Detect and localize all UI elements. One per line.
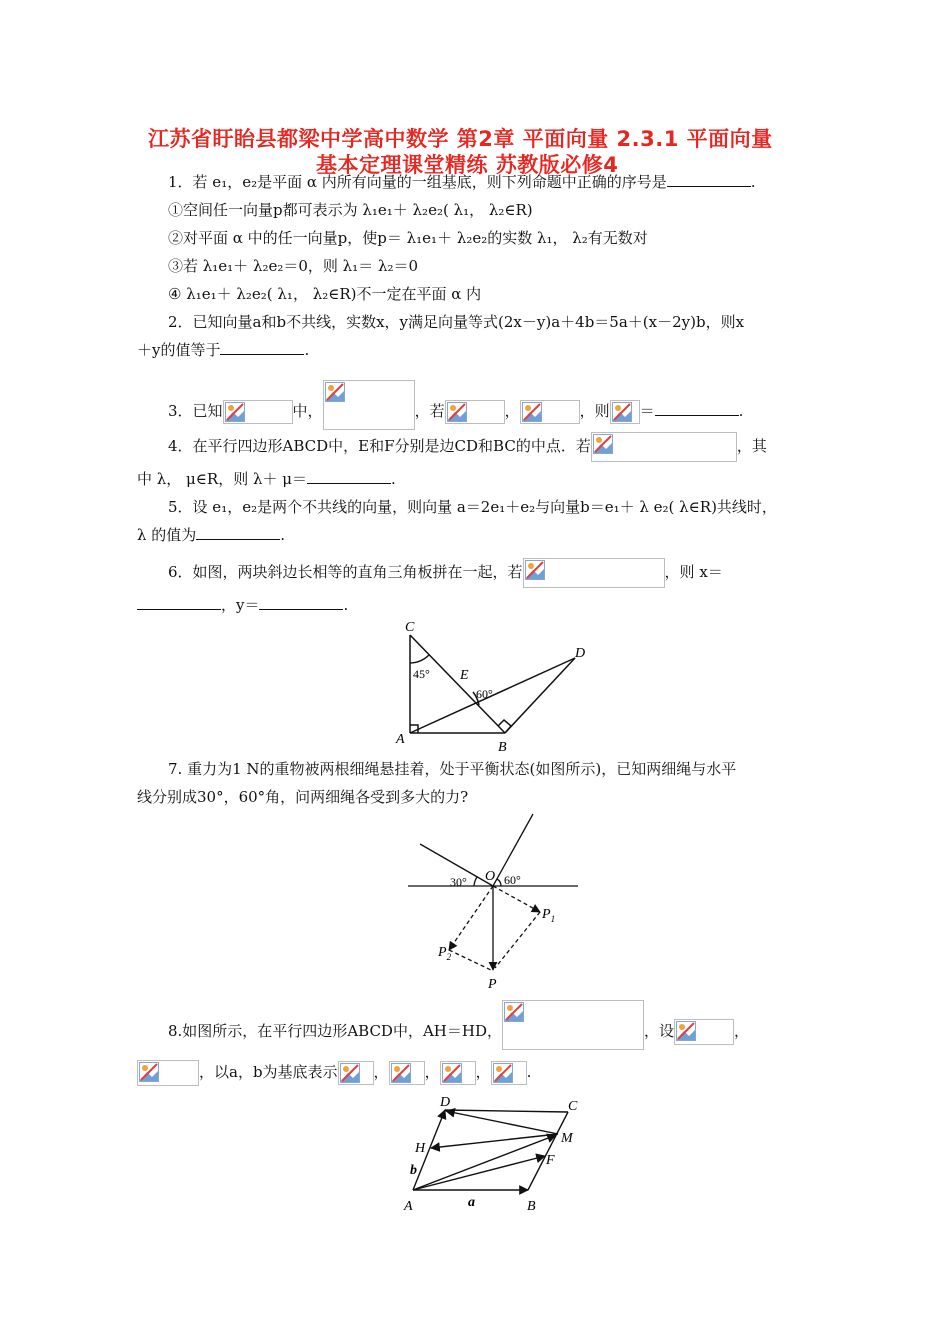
label-b: b [410,1163,417,1178]
broken-image-icon [325,382,345,408]
broken-image-icon [522,402,542,428]
broken-image-placeholder [338,1061,374,1085]
q3-line: 3．已知 中， ，若 ， ，则 ＝ . [168,380,743,430]
broken-image-icon [442,1063,462,1089]
broken-image-placeholder [591,432,737,462]
broken-image-placeholder [445,400,505,424]
answer-blank [220,354,304,355]
q1-option-2: ②对平面 α 中的任一向量p，使p＝ λ₁e₁＋ λ₂e₂的实数 λ₁， λ₂有无数对 [168,229,648,247]
label-a: a [468,1195,475,1210]
broken-image-placeholder [502,1000,644,1050]
broken-image-placeholder [523,558,665,588]
label-P1: $P_1$ [542,907,556,924]
broken-image-icon [593,434,613,460]
right-angle-mark-B [498,720,511,733]
broken-image-icon [391,1063,411,1089]
broken-image-icon [447,402,467,428]
label-P: P [488,977,497,992]
broken-image-placeholder [674,1019,734,1045]
q4-text: 4．在平行四边形ABCD中，E和F分别是边CD和BC的中点．若 [168,437,591,455]
q7-forces-figure [400,808,585,993]
q3-text: ，若 [414,402,445,420]
label-45-degree: 45° [413,667,430,681]
answer-blank [259,609,343,610]
q8-line2: ，以a，b为基底表示 ， ， ， . [137,1060,531,1086]
label-60-degree: 60° [476,687,493,701]
vector-OP2 [449,886,493,950]
label-A: A [396,732,405,747]
answer-blank [137,609,221,610]
angle-60-arc [497,879,501,886]
label-D: D [575,646,586,661]
broken-image-icon [225,402,245,428]
broken-image-placeholder [491,1061,527,1085]
page-title-line1: 江苏省盱眙县都梁中学高中数学 第2章 平面向量 2.3.1 平面向量 [148,127,773,151]
q8-parallelogram-figure [398,1090,598,1220]
q8-line1: 8.如图所示，在平行四边形ABCD中，AH＝HD， ，设 ， [168,1000,749,1050]
segment-DC [445,1110,568,1112]
q3-sep: ， [504,402,520,420]
label-30-degree: 30° [450,875,467,889]
label-P2: $P_2$ [438,945,452,962]
q5-line2: λ 的值为 . [137,526,286,544]
vector-AF [413,1156,545,1190]
label-M: M [561,1131,573,1146]
q1-option-3: ③若 λ₁e₁＋ λ₂e₂＝0，则 λ₁＝ λ₂＝0 [168,257,419,275]
dashed-P1-P [495,912,540,968]
broken-image-placeholder [440,1061,476,1085]
q8-text: ，以a，b为基底表示 [199,1063,338,1081]
vector-MD [446,1111,558,1134]
broken-image-placeholder [323,380,415,430]
q4-text: ，其 [736,437,767,455]
broken-image-placeholder [137,1060,199,1086]
q8-text: ，设 [643,1022,674,1040]
answer-blank [667,186,751,187]
q4-line1 [168,432,767,462]
q4-line2: 中 λ， μ∈R，则 λ＋ μ＝ . [137,470,396,488]
angle-45-arc [410,655,429,663]
label-D: D [440,1095,451,1110]
label-F: F [546,1153,555,1168]
q1-stem-line: 1．若 e₁，e₂是平面 α 内所有向量的一组基底，则下列命题中正确的序号是 . [168,173,756,191]
broken-image-icon [340,1063,360,1089]
segment-BD [505,658,575,733]
q1-option-4: ④ λ₁e₁＋ λ₂e₂( λ₁， λ₂∈R)不一定在平面 α 内 [168,285,482,303]
q6-line1 [168,558,723,588]
segment-CB [410,635,505,733]
broken-image-icon [676,1021,696,1047]
q6-text: 6．如图，两块斜边长相等的直角三角板拼在一起，若 [168,563,523,581]
q7-line2: 线分别成30°，60°角，问两细绳各受到多大的力? [137,788,469,806]
broken-image-placeholder [610,400,640,424]
q6-triangles-figure [390,615,600,755]
answer-blank [196,539,280,540]
q5-text: λ 的值为 [137,526,197,544]
label-B: B [527,1199,536,1214]
label-H: H [415,1141,426,1156]
q3-text: ，则 [579,402,610,420]
q2-line1: 2．已知向量a和b不共线，实数x，y满足向量等式(2x－y)a＋4b＝5a＋(x－2y)b，则x [168,313,745,331]
q3-text: 中， [292,402,323,420]
q1-stem: 1．若 e₁，e₂是平面 α 内所有向量的一组基底，则下列命题中正确的序号是 [168,173,667,191]
q3-eq: ＝ [639,402,655,420]
broken-image-icon [139,1062,159,1088]
q5-line1: 5．设 e₁，e₂是两个不共线的向量，则向量 a＝2e₁＋e₂与向量b＝e₁＋ λ e₂( λ∈R)共线时， [168,498,777,516]
label-B: B [498,740,507,755]
label-C: C [405,620,415,635]
broken-image-placeholder [389,1061,425,1085]
q8-text: 8.如图所示，在平行四边形ABCD中，AH＝HD， [168,1022,502,1040]
broken-image-icon [612,402,632,428]
vector-OP1 [493,886,540,912]
angle-30-arc [474,877,477,886]
label-E: E [460,668,469,683]
segment-BC [528,1112,568,1190]
broken-image-icon [525,560,545,586]
q4-text: 中 λ， μ∈R，则 λ＋ μ＝ [137,470,307,488]
q1-option-1: ①空间任一向量p都可表示为 λ₁e₁＋ λ₂e₂( λ₁， λ₂∈R) [168,201,533,219]
broken-image-icon [504,1002,524,1028]
label-O: O [485,869,496,884]
answer-blank [655,415,739,416]
dashed-P2-P [449,950,491,970]
broken-image-placeholder [223,400,293,424]
q2-line2-text: ＋y的值等于 [137,341,221,359]
q3-prefix: 3．已知 [168,402,223,420]
q2-line2: ＋y的值等于 . [137,341,310,359]
q6-line2: ，y＝ . [137,594,348,616]
label-60-degree: 60° [504,873,521,887]
q6-text: ，则 x＝ [664,563,723,581]
q6-text: ，y＝ [221,596,260,614]
label-A: A [404,1199,413,1214]
broken-image-placeholder [520,400,580,424]
vector-AM [413,1135,556,1190]
label-C: C [568,1099,578,1114]
q7-line1: 7. 重力为1 N的重物被两根细绳悬挂着，处于平衡状态(如图所示)，已知两细绳与水平 [168,760,737,778]
page-title-line2: 基本定理课堂精练 苏教版必修4 [316,153,619,177]
answer-blank [307,483,391,484]
broken-image-icon [493,1063,513,1089]
